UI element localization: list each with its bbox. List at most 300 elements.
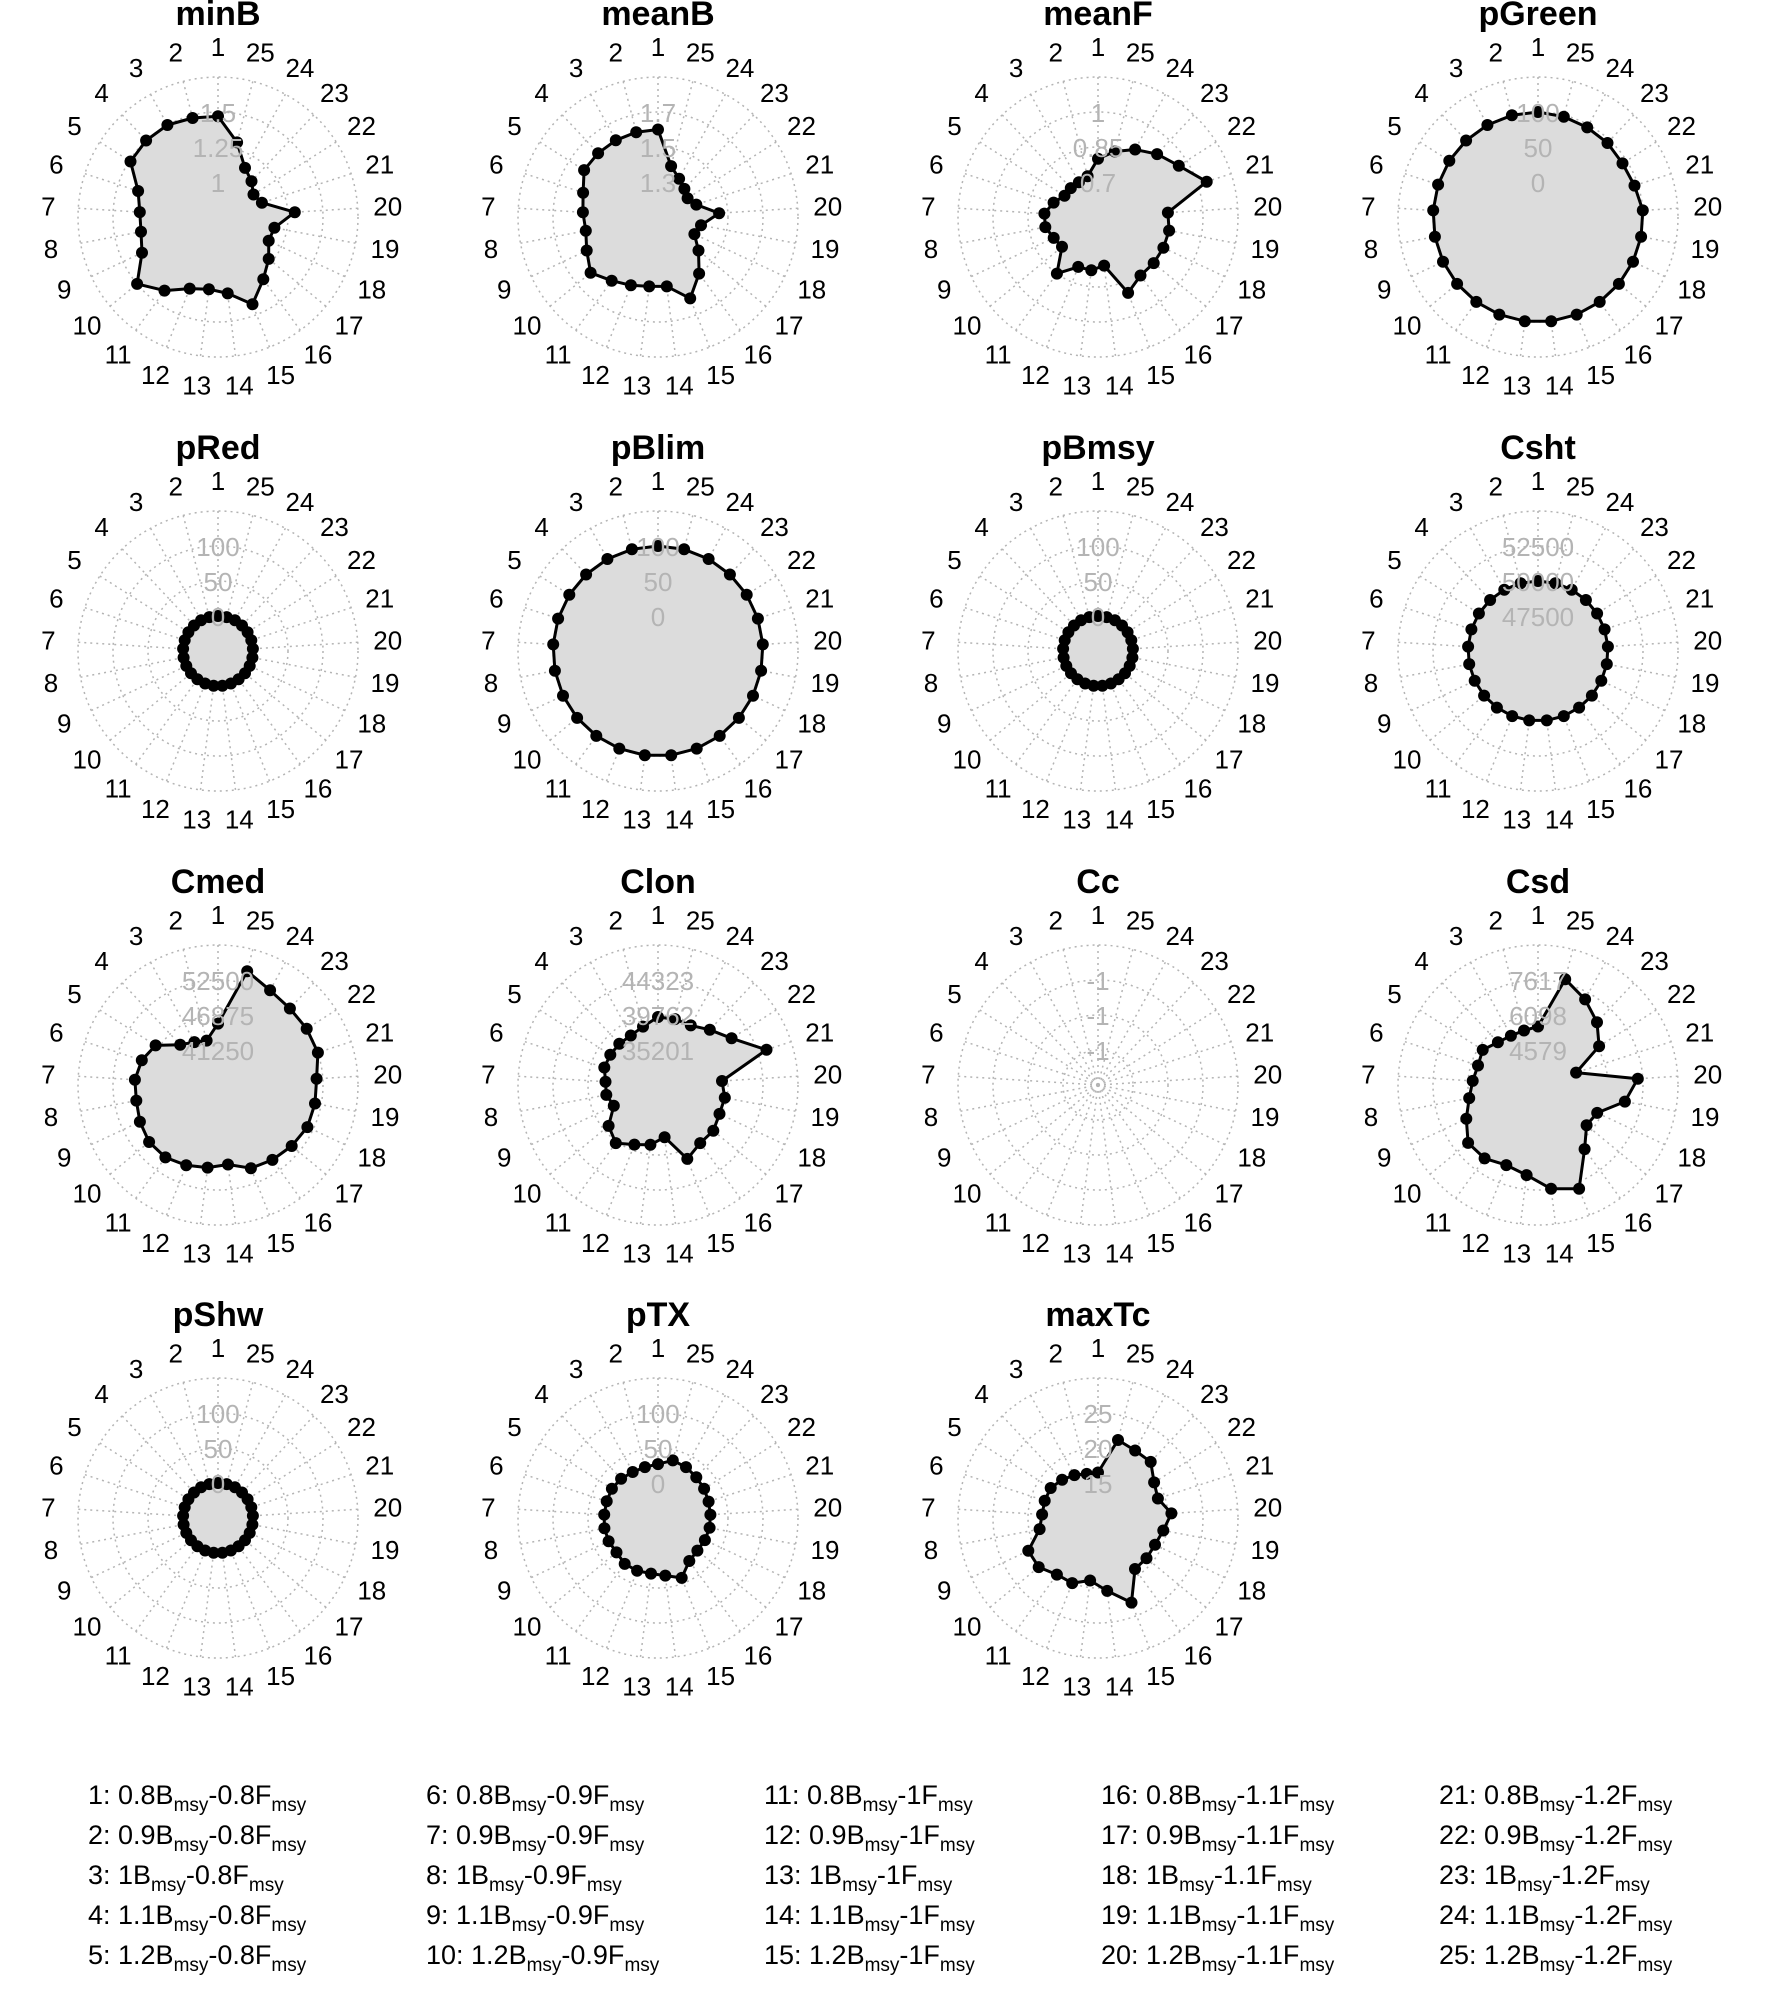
data-point [1157,242,1169,254]
data-point [606,275,618,287]
spoke-label: 22 [1227,978,1256,1009]
spoke-label: 22 [1667,978,1696,1009]
data-point [289,206,301,218]
spoke-label: 7 [921,625,936,656]
grid-value-label: 1.5 [199,98,237,128]
spoke-label: 14 [224,1238,254,1269]
spoke-label: 7 [481,1492,496,1523]
data-point [184,283,196,295]
data-point [741,589,753,601]
spoke-label: 6 [49,1450,64,1481]
scenario-legend [0,1780,1771,1995]
data-point [1595,675,1607,687]
spoke-label: 22 [1667,544,1696,575]
spoke-label: 19 [1690,667,1720,698]
data-point [1429,231,1441,243]
data-point [615,1473,627,1485]
spoke-label: 6 [489,149,504,180]
spoke-label: 11 [984,1640,1012,1671]
spoke-label: 19 [810,1101,840,1132]
spoke-label: 16 [1183,339,1213,370]
spoke-label: 3 [568,921,584,951]
spoke-label: 10 [952,1611,982,1642]
data-point [1148,257,1160,269]
spoke-label: 8 [923,1534,939,1565]
spoke-label: 17 [1654,310,1684,341]
radar-chart-meanf [921,0,1282,401]
data-point [1545,315,1557,327]
spoke-label: 7 [921,191,936,222]
spoke-label: 5 [1387,544,1402,575]
spoke-label: 6 [1369,1017,1384,1048]
spoke-label: 6 [1369,149,1384,180]
data-point [691,743,703,755]
data-point [557,690,569,702]
data-point [1558,710,1570,722]
data-point [590,730,602,742]
data-point [1149,1539,1161,1551]
data-point [239,162,251,174]
data-point [585,267,597,279]
data-point [645,1568,657,1580]
data-point [1601,658,1613,670]
grid-spoke [961,1085,1099,1111]
data-point [1066,1577,1078,1589]
spoke-label: 20 [813,191,843,222]
spoke-label: 10 [952,310,982,341]
data-point [600,1089,612,1101]
data-point [1085,264,1097,276]
data-point [1492,1036,1504,1048]
spoke-label: 3 [1008,1354,1024,1384]
radar-chart-cc [921,863,1282,1269]
data-point [724,569,736,581]
chart-title: meanB [601,0,715,33]
data-point [659,1570,671,1582]
spoke-label: 19 [1250,1101,1280,1132]
grid-value-label: 7617 [1509,966,1567,996]
spoke-label: 22 [787,110,816,141]
spoke-label: 24 [725,53,755,83]
spoke-label: 20 [1693,1059,1723,1090]
data-point [628,1139,640,1151]
data-point [580,569,592,581]
spoke-label: 24 [1165,921,1195,951]
data-point [1602,137,1614,149]
data-point [222,287,234,299]
spoke-label: 11 [984,339,1012,370]
data-point [1145,1456,1157,1468]
spoke-label: 7 [481,625,496,656]
data-point [1157,1525,1169,1537]
spoke-label: 15 [266,1661,296,1692]
spoke-label: 3 [1008,53,1024,83]
spoke-label: 11 [104,1207,132,1238]
data-point [1141,1552,1153,1564]
spoke-label: 9 [56,1575,72,1606]
data-point [580,225,592,237]
spoke-label: 16 [303,339,333,370]
legend-item: 11: $0.8B_{msy}-1F_{msy}$ [764,1780,973,1816]
data-point [1619,1096,1631,1108]
spoke-label: 23 [759,946,789,977]
spoke-label: 9 [56,274,72,305]
spoke-label: 16 [1183,773,1213,804]
spoke-label: 3 [128,921,144,951]
data-point [703,1496,715,1508]
data-point [1472,1060,1484,1072]
grid-spoke [1047,1085,1099,1215]
spoke-label: 7 [41,625,56,656]
spoke-label: 3 [128,1354,144,1384]
grid-spoke [990,1085,1098,1174]
data-point [1038,208,1050,220]
spoke-label: 13 [182,370,212,401]
spoke-label: 22 [347,1411,376,1442]
spoke-label: 2 [608,471,623,502]
data-point [644,1139,656,1151]
spoke-label: 2 [608,905,623,936]
spoke-label: 25 [1565,37,1595,68]
spoke-label: 4 [974,946,989,977]
spoke-label: 7 [481,191,496,222]
spoke-label: 3 [1008,921,1024,951]
spoke-label: 17 [1654,744,1684,775]
spoke-label: 23 [1639,512,1669,543]
legend-item: 6: $0.8B_{msy}-0.9F_{msy}$ [426,1780,645,1816]
grid-value-label: 0 [650,1469,666,1499]
radar-chart-maxtc [921,1296,1282,1702]
data-point [1629,180,1641,192]
spoke-label: 7 [1361,1059,1376,1090]
spoke-label: 12 [140,360,170,391]
spoke-label: 5 [1387,110,1402,141]
data-point [704,1024,716,1036]
spoke-label: 13 [182,804,212,835]
spoke-label: 20 [1693,191,1723,222]
data-point [1151,148,1163,160]
data-point [264,984,276,996]
chart-title: Clon [620,863,696,901]
grid-value-label: 0.7 [1079,168,1117,198]
spoke-label: 6 [489,1017,504,1048]
spoke-label: 8 [483,667,499,698]
spoke-label: 23 [1199,78,1229,109]
spoke-label: 8 [43,1101,59,1132]
legend-item: 21: $0.8B_{msy}-1.2F_{msy}$ [1439,1780,1673,1816]
data-point [547,638,559,650]
data-point [625,279,637,291]
spoke-label: 24 [1165,53,1195,83]
data-point [1617,157,1629,169]
spoke-label: 24 [725,921,755,951]
data-point [693,268,705,280]
data-point [571,712,583,724]
spoke-label: 6 [49,583,64,614]
spoke-label: 25 [245,905,275,936]
spoke-label: 13 [182,1238,212,1269]
spoke-label: 19 [1690,1101,1720,1132]
data-point [549,665,561,677]
data-point [1056,241,1068,253]
spoke-label: 20 [1253,191,1283,222]
data-point [268,222,280,234]
spoke-label: 15 [266,794,296,825]
spoke-label: 20 [373,1059,403,1090]
data-point [1506,710,1518,722]
data-point [1129,1563,1141,1575]
radar-chart-minb [41,0,402,401]
legend-item: 24: $1.1B_{msy}-1.2F_{msy}$ [1439,1900,1673,1936]
legend-item: 23: $1B_{msy}-1.2F_{msy}$ [1439,1860,1650,1896]
data-point [1112,1434,1124,1446]
data-point [598,1522,610,1534]
spoke-label: 17 [774,744,804,775]
data-point [130,1095,142,1107]
spoke-label: 7 [41,1059,56,1090]
spoke-label: 23 [1639,946,1669,977]
legend-item: 9: $1.1B_{msy}-0.9F_{msy}$ [426,1900,645,1936]
spoke-label: 10 [512,1611,542,1642]
data-point [1478,690,1490,702]
data-point [1072,261,1084,273]
spoke-label: 7 [481,1059,496,1090]
spoke-label: 11 [984,1207,1012,1238]
spoke-label: 5 [67,978,82,1009]
spoke-label: 15 [1586,1228,1616,1259]
spoke-label: 10 [512,310,542,341]
data-point [161,119,173,131]
spoke-label: 15 [1146,1228,1176,1259]
spoke-label: 16 [303,1640,333,1671]
grid-value-label: 50 [203,1434,233,1464]
spoke-label: 21 [805,583,835,614]
chart-title: Cmed [170,863,266,901]
spoke-label: 8 [923,233,939,264]
spoke-label: 3 [128,53,144,83]
data-point [1129,144,1141,156]
chart-title: Cc [1076,863,1120,901]
data-point [1463,658,1475,670]
data-point [713,207,725,219]
spoke-label: 18 [357,1142,387,1173]
spoke-label: 19 [370,667,400,698]
spoke-label: 17 [774,1178,804,1209]
grid-value-label: 52500 [181,966,255,996]
spoke-label: 9 [936,1142,952,1173]
data-point [1581,121,1593,133]
spoke-label: 6 [489,583,504,614]
data-point [681,1153,693,1165]
data-point [661,280,673,292]
grid-value-label: 1 [1090,98,1106,128]
data-point [1165,1507,1177,1519]
data-point [610,1137,622,1149]
data-point [1451,278,1463,290]
spoke-label: 25 [1565,471,1595,502]
spoke-label: 19 [1250,1534,1280,1565]
data-point [1581,1119,1593,1131]
data-point [286,1140,298,1152]
spoke-label: 14 [1544,370,1574,401]
data-point [311,1073,323,1085]
data-point [1579,993,1591,1005]
spoke-label: 21 [365,1017,395,1048]
spoke-label: 12 [140,1228,170,1259]
spoke-label: 6 [1369,583,1384,614]
spoke-label: 23 [759,512,789,543]
spoke-label: 21 [365,1450,395,1481]
data-point [1045,1482,1057,1494]
spoke-label: 4 [94,512,109,543]
spoke-label: 23 [319,512,349,543]
spoke-label: 7 [921,1059,936,1090]
data-point [1443,155,1455,167]
data-point [1591,1107,1603,1119]
data-point [578,164,590,176]
data-point [1059,190,1071,202]
spoke-label: 3 [568,487,584,517]
spoke-label: 3 [1008,487,1024,517]
spoke-label: 9 [1376,274,1392,305]
grid-value-label: 100 [636,532,680,562]
spoke-label: 8 [1363,667,1379,698]
data-point [601,1495,613,1507]
spoke-label: 17 [774,310,804,341]
spoke-label: 11 [544,339,572,370]
spoke-label: 20 [1253,1492,1283,1523]
spoke-label: 4 [1414,512,1429,543]
data-point [752,613,764,625]
spoke-label: 4 [974,1379,989,1410]
spoke-label: 7 [41,191,56,222]
grid-value-label: 1.25 [192,133,244,163]
spoke-label: 5 [507,1411,522,1442]
legend-item: 3: $1B_{msy}-0.8F_{msy}$ [88,1860,284,1896]
data-point [577,206,589,218]
spoke-label: 4 [534,78,549,109]
data-point [1129,1445,1141,1457]
spoke-label: 13 [1502,1238,1532,1269]
data-point [1084,1575,1096,1587]
spoke-label: 2 [168,37,183,68]
spoke-label: 9 [936,274,952,305]
spoke-label: 13 [622,1238,652,1269]
spoke-label: 18 [1237,274,1267,305]
spoke-label: 24 [1165,487,1195,517]
data-point [1632,1073,1644,1085]
spoke-label: 14 [224,1671,254,1702]
data-point [1427,204,1439,216]
spoke-label: 19 [1250,233,1280,264]
grid-value-label: 100 [636,1399,680,1429]
legend-item: 17: $0.9B_{msy}-1.1F_{msy}$ [1101,1820,1335,1856]
spoke-label: 21 [1685,583,1715,614]
spoke-label: 10 [512,744,542,775]
spoke-label: 1 [1090,32,1106,62]
spoke-label: 21 [365,149,395,180]
spoke-label: 22 [1667,110,1696,141]
data-point [134,206,146,218]
data-point [604,1049,616,1061]
data-point [680,1461,692,1473]
data-point [1148,1476,1160,1488]
data-point [1462,1137,1474,1149]
data-point [747,690,759,702]
legend-item: 1: $0.8B_{msy}-0.8F_{msy}$ [88,1780,307,1816]
spoke-label: 3 [1448,921,1464,951]
grid-spoke [1098,1085,1150,1215]
legend-item: 13: $1B_{msy}-1F_{msy}$ [764,1860,953,1896]
data-point [1437,256,1449,268]
legend-item: 14: $1.1B_{msy}-1F_{msy}$ [764,1900,975,1936]
grid-value-label: 50 [643,567,673,597]
data-point [1591,608,1603,620]
spoke-label: 20 [1253,1059,1283,1090]
data-point [134,1116,146,1128]
grid-spoke [958,1076,1098,1085]
data-point [627,1466,639,1478]
data-point [1036,1509,1048,1521]
spoke-label: 6 [49,149,64,180]
spoke-label: 24 [1605,921,1635,951]
spoke-label: 2 [608,37,623,68]
spoke-label: 12 [140,1661,170,1692]
spoke-label: 16 [1623,339,1653,370]
spoke-label: 7 [41,1492,56,1523]
data-point [639,749,651,761]
spoke-label: 15 [706,360,736,391]
spoke-label: 11 [544,773,572,804]
spoke-label: 19 [370,233,400,264]
data-point [1460,135,1472,147]
spoke-label: 22 [1227,1411,1256,1442]
spoke-label: 11 [1424,773,1452,804]
spoke-label: 18 [797,1142,827,1173]
spoke-label: 4 [1414,78,1429,109]
grid-value-label: 46875 [181,1001,255,1031]
spoke-label: 6 [929,1017,944,1048]
data-point [1048,232,1060,244]
spoke-label: 19 [1690,233,1720,264]
data-point [263,253,275,265]
spoke-label: 23 [1199,512,1229,543]
data-point [577,187,589,199]
spoke-label: 2 [608,1338,623,1369]
spoke-label: 23 [319,78,349,109]
spoke-label: 1 [210,32,226,62]
spoke-label: 16 [743,773,773,804]
data-point [581,245,593,257]
spoke-label: 19 [810,233,840,264]
spoke-label: 13 [1502,370,1532,401]
spoke-label: 21 [1245,583,1275,614]
spoke-label: 20 [813,625,843,656]
spoke-label: 2 [168,905,183,936]
grid-value-label: 4579 [1509,1036,1567,1066]
data-point [693,245,705,257]
spoke-label: 25 [1125,471,1155,502]
spoke-label: 15 [706,794,736,825]
spoke-label: 8 [923,667,939,698]
spoke-label: 18 [1237,1142,1267,1173]
data-point [1580,594,1592,606]
spoke-label: 14 [1104,1238,1134,1269]
data-point [1467,1075,1479,1087]
spoke-label: 18 [1677,708,1707,739]
grid-value-label: 47500 [1501,602,1575,632]
grid-value-label: 15 [1083,1469,1113,1499]
